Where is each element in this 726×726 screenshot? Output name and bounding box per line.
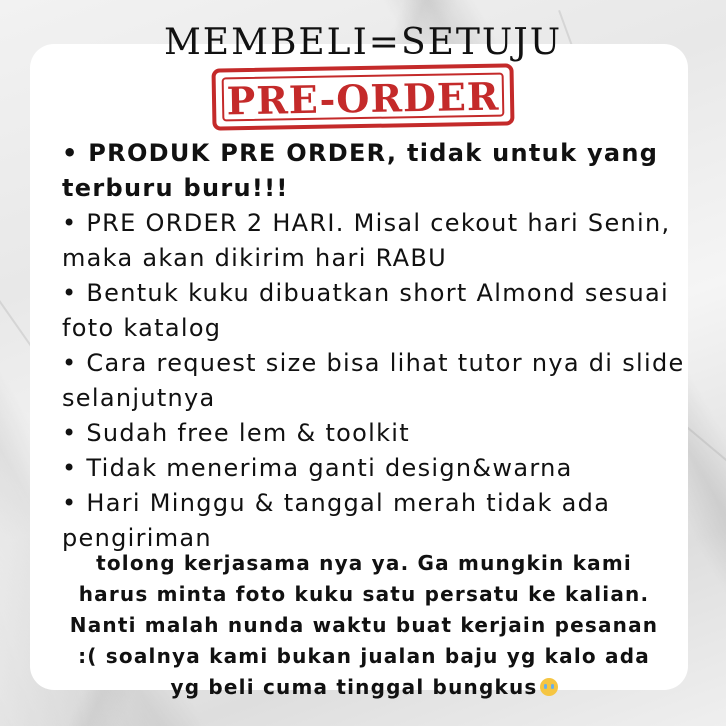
note-paragraph [62, 548, 666, 703]
rule-item: • Hari Minggu & tanggal merah tidak ada pengiriman [62, 489, 611, 552]
rule-item: • Tidak menerima ganti design&warna [62, 454, 573, 482]
rule-item: • PRODUK PRE ORDER, tidak untuk yang terburu buru!!! [62, 139, 659, 202]
note-text: tolong kerjasama nya ya. Ga mungkin kami harus minta foto kuku satu persatu ke kalian. Nanti malah nunda waktu buat kerjain pesanan :( soalnya kami bukan jualan baju yg kalo ada yg beli cuma tinggal bungkus [69, 551, 659, 699]
rule-item: • Bentuk kuku dibuatkan short Almond sesuai foto katalog [62, 279, 670, 342]
rule-item: • Sudah free lem & toolkit [62, 419, 410, 447]
page-title: MEMBELI=SETUJU [163, 22, 563, 63]
stamp-label: PRE-ORDER [226, 73, 500, 124]
rules-list [62, 136, 686, 556]
rule-item: • PRE ORDER 2 HARI. Misal cekout hari Senin, maka akan dikirim hari RABU [62, 209, 671, 272]
rule-item: • Cara request size bisa lihat tutor nya di slide selanjutnya [62, 349, 685, 412]
pre-order-stamp [211, 63, 514, 130]
crying-face-icon [540, 678, 558, 696]
